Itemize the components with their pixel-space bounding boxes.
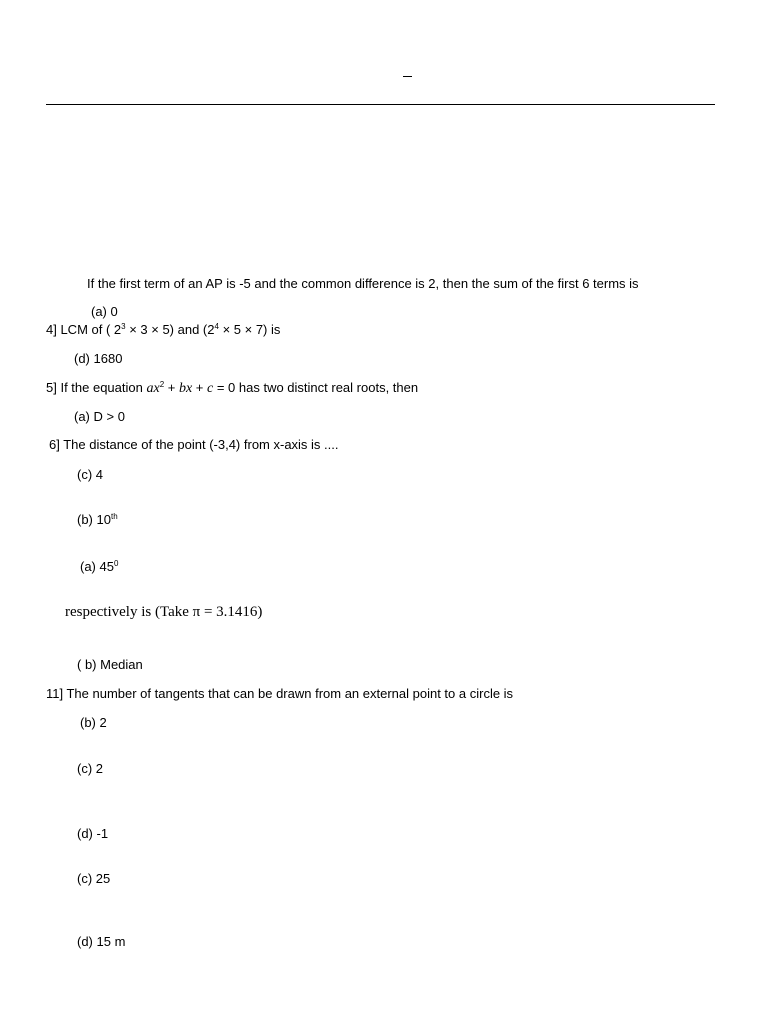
answer-c-25: (c) 25 [77, 871, 111, 886]
header-dash [403, 76, 412, 77]
answer-d-15m: (d) 15 m [77, 934, 126, 949]
question-ap-sum: If the first term of an AP is -5 and the common difference is 2, then the sum of the first 6 terms is [87, 276, 639, 291]
answer-b-median: ( b) Median [77, 657, 143, 672]
answer-c-2: (c) 2 [77, 761, 103, 776]
answer-d-minus1: (d) -1 [77, 826, 109, 841]
answer-a-45: (a) $45^0$ [80, 559, 119, 574]
header-rule [46, 104, 715, 105]
answer-b-10th: (b) 10th [77, 512, 118, 527]
answer-5: (a) D > 0 [74, 409, 125, 424]
question-5-equation: 5] If the equation $ax^2$ + bx + c = 0 has two distinct real roots, then [46, 380, 419, 396]
answer-6: (c) 4 [77, 467, 103, 482]
question-4-lcm: 4] LCM of ( $2^3 \times 3 \times 5$) and $(2^4 \times 5 \times 7)$ is [46, 322, 281, 337]
answer-ap-sum: (a) 0 [91, 304, 118, 319]
text-take-pi: respectively is (Take π = 3.1416) [65, 604, 263, 620]
question-6-distance: 6] The distance of the point (-3,4) from x-axis is .... [49, 437, 339, 452]
question-11-tangents: 11] The number of tangents that can be drawn from an external point to a circle is [46, 686, 514, 701]
answer-11: (b) 2 [80, 715, 107, 730]
answer-4: (d) 1680 [74, 351, 123, 366]
